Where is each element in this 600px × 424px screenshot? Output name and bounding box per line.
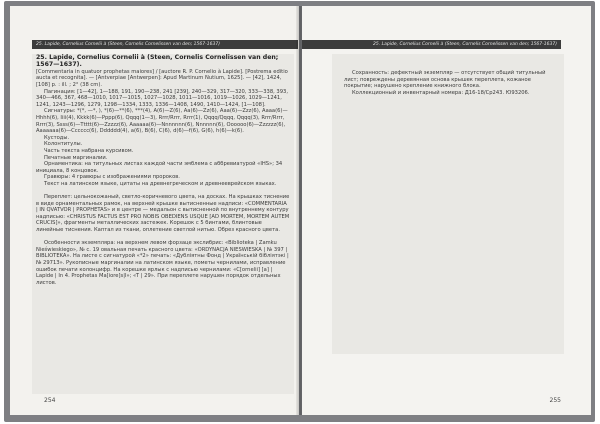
page-number: 254 [44, 397, 56, 404]
entry-line: Особенности экземпляра: на верхнем левом форзаце экслибрис: «Biblioteka | Zamku Nieświeskiego», № с. 19 овальная печать красного цвета: «ORDYNACJA NIESWIESKA | № 397 | BIBLIOTEKA». На листе с сигнатурой «*2» печать: «Дубліятны Фонд | Українській бібліятэкі | № 2971З». Рукописные маргиналии на латинском языке, пометы чернилами, исправление ошибок печати колонцифр. На корешке ярлык с надписью чернилами: «C[ornelii] [a] | Lapide | In 4. Prophetas Ma[iore]s|I»; «T | 29». При переплете нарушен порядок отдельных листов. [36, 240, 289, 286]
entry-text [36, 54, 290, 286]
entry-line: Гравюры: 4 гравюры с изображениями пророков. [44, 174, 180, 181]
right-page-graphic [332, 54, 564, 354]
entry-line: Переплет: цельнокожаный, светло-коричневого цвета, на досках. На крышках тиснение в виде орнаментальных рамок, на верхней крышке вытисненные надписи: «COMMENTARIA | IN QVATVOR | PROPHETAS» и в центре — медальон с вытисненной по внутреннему контуру надписью: «CHRISTUS FACTUS EST PRO NOBIS OBEDIENS USQUE [AD MORTEM, MORTEM AUTEM CRUCIS]», фрагменты металлических застежек. Корешок с 5 бинтами, блинтовые линейные тиснения. Каптал из ткани, оплетение светлой нитью. Обрез красного цвета. [36, 194, 290, 234]
entry-line: Колонтитулы. [44, 141, 83, 148]
entry-line: Кустоды. [44, 134, 70, 141]
entry-line: Пагинация: [1—42], 1—188, 191, 190—238, 241 [239], 240—329, 317—320, 333—338, 393, 340—466, 367, 468—1010, 1017—1015, 1027—1028, 1011—1016, 1019—1026, 1029—1241, 1241, 1243—1296, 1279, 1298—1334, 1333, 1336—1408, 1490, 1410—1424, [1—108]. [36, 88, 288, 108]
entry-title: 25. Lapide, Cornelius Cornelii à (Steen, Cornelis Cornelissen van den; 1567—1637). [36, 54, 279, 69]
entry-line: [Commentaria in quatuor prophetas maiores] / [auctore R. P. Cornelio à Lapide]. [Postrema editio aucta et recognita]. — [Antverpiae [Antwerpen]: Apud Martinum Nutium, 1625]. — [42], 1424, [108] p. : ill. ; 2° (38 cm). [36, 68, 288, 88]
running-header: 25. Lapide, Cornelius Cornelii à (Steen, Cornelis Cornelissen van den; 1567-1637) [302, 40, 561, 49]
entry-line: Сигнатуры: *(*, —*, ), *(6)—**(6), ***(4), A(6)—Z(6), Aa(6)—Zz(6), Aaa(6)—Zzz(6), Aaaa(6)—Hhhh(6), Iiii(4), Kkkk(6)—Pppp(6), Qqqq(1—3), Rrrr/Rrrr, Rrrr(1), Qqqq/Qqqq, Qqqq(3), Rrrr/Rrrr, Rrrr(3), Ssss(6)—Ttttt(6)—Zzzzz(6), Aaaaaa(6)—Nnnnnnn(6), Nnnnnn(6), Oooooo(6)—Zzzzzz(6), Aaaaaaa(6)—Cccccc(6), Dddddd(4), a(6), B(6), C(6), d(6)—f(6), G(6), h(6)—k(6). [36, 108, 288, 135]
entry-line: Коллекционный и инвентарный номера: Д16-18/Ср243. Ю93206. [352, 89, 530, 96]
entry-line: Текст на латинском языке, цитаты на древнегреческом и древнееврейском языках. [44, 180, 277, 187]
entry-line: Сохранность: дефектный экземпляр — отсутствует общий титульный лист; повреждены деревянная основа крышек переплета, кожаное покрытие; нарушено крепление книжного блока. [344, 70, 546, 90]
entry-line: Орнаментика: на титульных листах каждой части эмблема с аббревиатурой «IHS»; 34 инициала, 8 концовок. [36, 161, 283, 174]
entry-line: Печатные маргиналии. [44, 154, 108, 161]
entry-line: Часть текста набрана курсивом. [44, 147, 134, 154]
running-header: 25. Lapide, Cornelius Cornelii à (Steen, Cornelis Cornelissen van den; 1567-1637) [32, 40, 298, 49]
right-page [302, 6, 591, 415]
page-number: 255 [549, 397, 561, 404]
left-page [10, 6, 299, 415]
entry-text [344, 70, 554, 96]
